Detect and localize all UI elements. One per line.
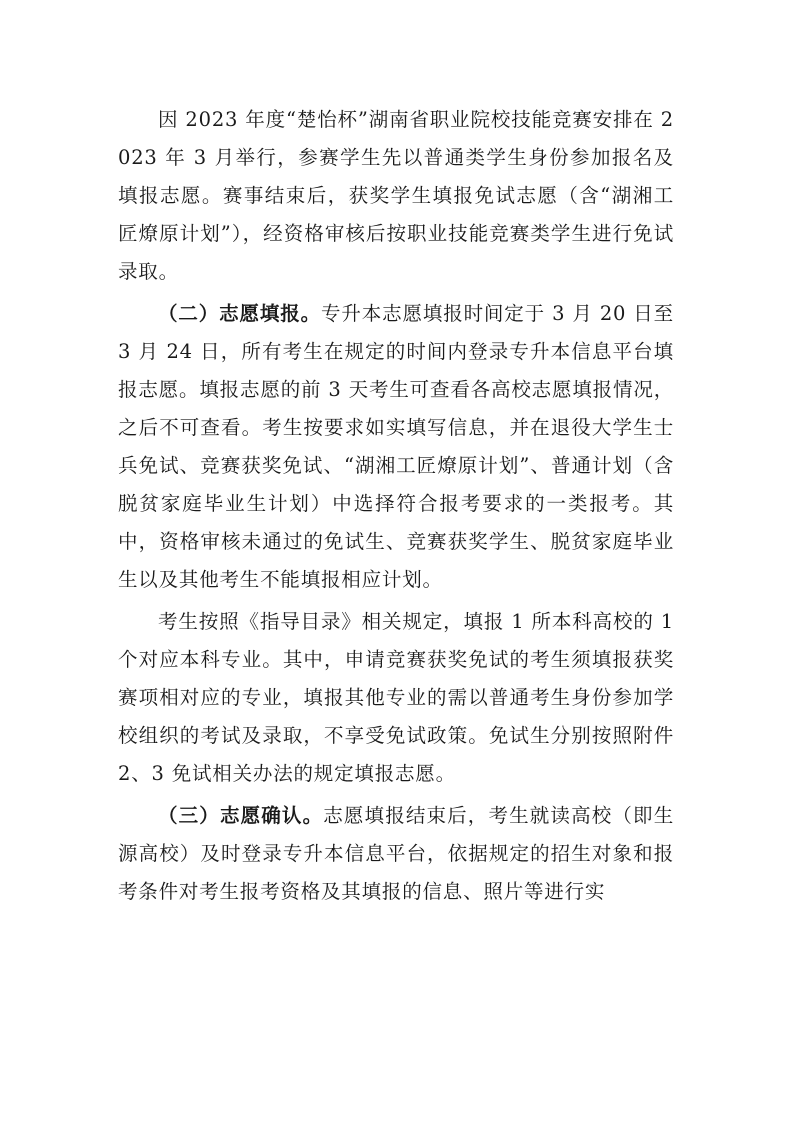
paragraph-text: 志愿填报结束后，考生就读高校（即生源高校）及时登录专升本信息平台，依据规定的招生对象和报考条件对考生报考资格及其填报的信息、照片等进行实 [118, 804, 674, 903]
section-heading-confirmation: （三）志愿确认。 [158, 804, 324, 827]
paragraph-confirmation [118, 797, 674, 911]
paragraph-major-selection [118, 603, 674, 793]
paragraph-competition-note [118, 101, 674, 291]
paragraph-text: 考生按照《指导目录》相关规定，填报 1 所本科高校的 1 个对应本科专业。其中，申请竞赛获奖免试的考生须填报获奖赛项相对应的专业，填报其他专业的需以普通考生身份参加学校组织的考试及录取，不享受免试政策。免试生分别按照附件 2、3 免试相关办法的规定填报志愿。 [118, 610, 674, 785]
section-heading-application: （二）志愿填报。 [158, 302, 321, 325]
paragraph-text: 因 2023 年度“楚怡杯”湖南省职业院校技能竞赛安排在 2023 年 3 月举行，参赛学生先以普通类学生身份参加报名及填报志愿。赛事结束后，获奖学生填报免试志愿（含“湖湘工匠燎原计划”），经资格审核后按职业技能竞赛类学生进行免试录取。 [118, 108, 674, 283]
document-body [118, 101, 674, 911]
paragraph-application [118, 295, 674, 599]
paragraph-text: 专升本志愿填报时间定于 3 月 20 日至 3 月 24 日，所有考生在规定的时间内登录专升本信息平台填报志愿。填报志愿的前 3 天考生可查看各高校志愿填报情况，之后不可查看。考生按要求如实填写信息，并在退役大学生士兵免试、竞赛获奖免试、“湖湘工匠燎原计划”、普通计划（含脱贫家庭毕业生计划）中选择符合报考要求的一类报考。其中，资格审核未通过的免试生、竞赛获奖学生、脱贫家庭毕业生以及其他考生不能填报相应计划。 [118, 302, 674, 591]
